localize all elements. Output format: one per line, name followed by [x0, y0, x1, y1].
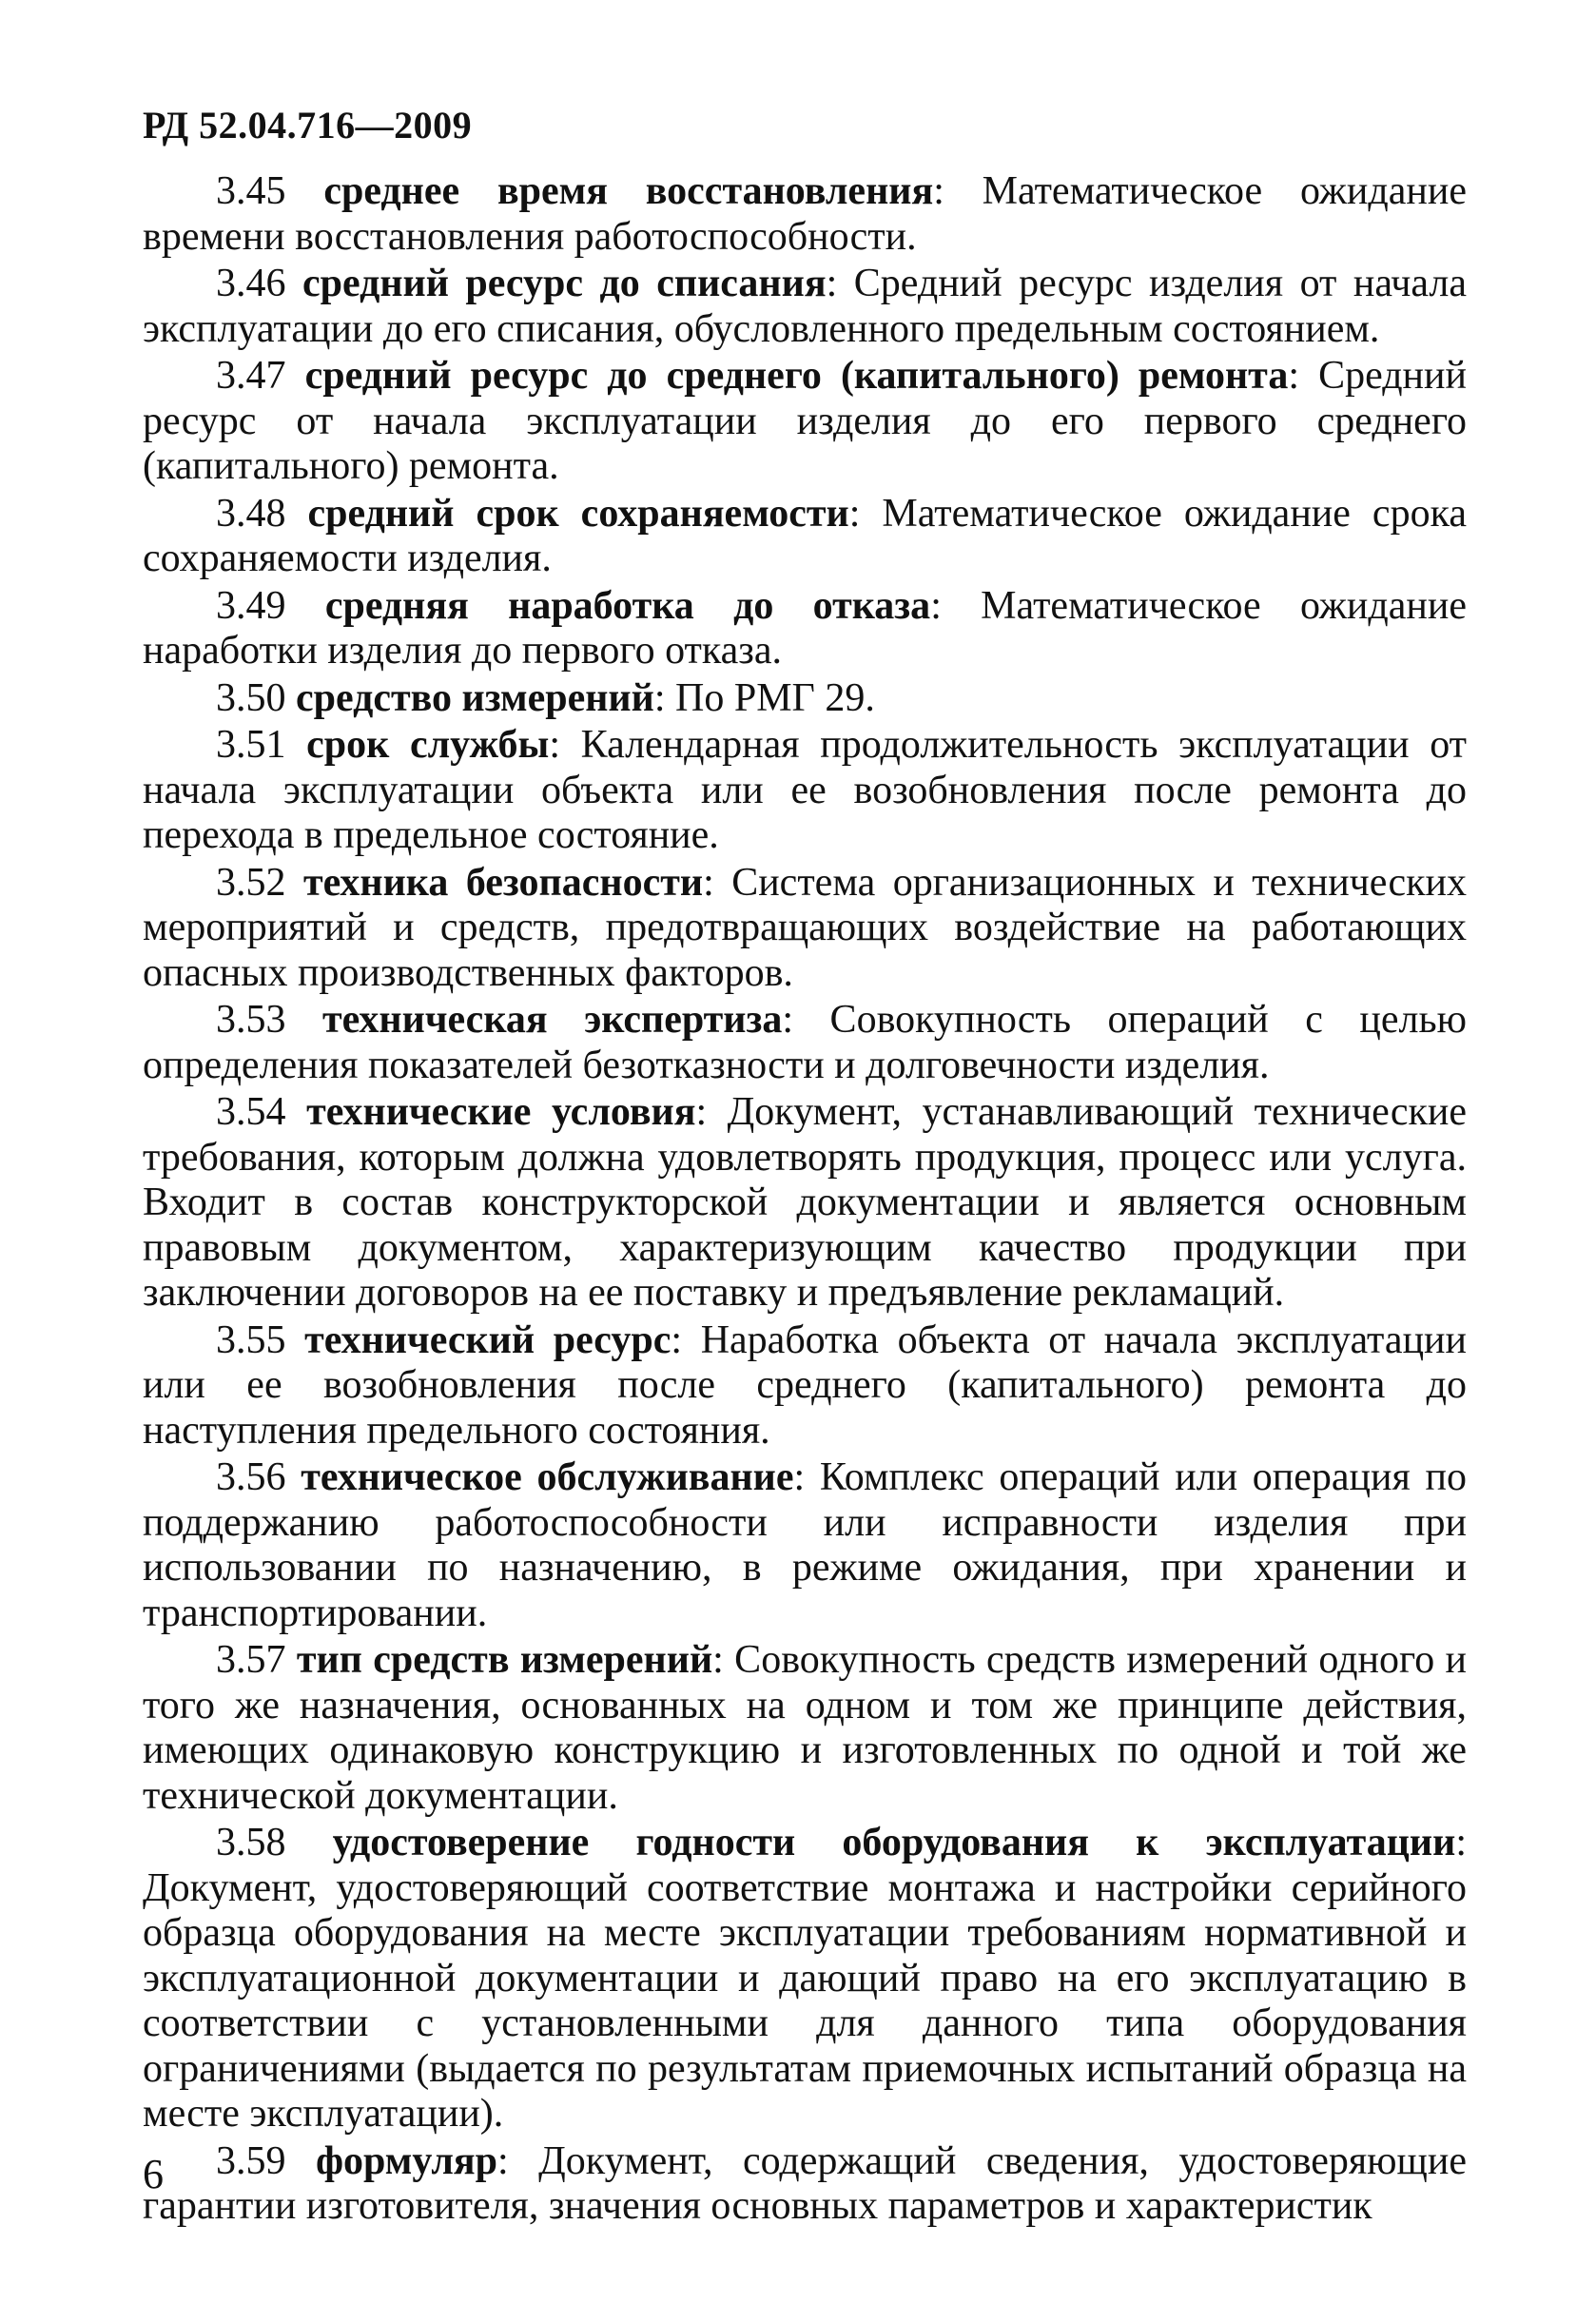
term-name: средство измерений [296, 675, 654, 720]
term-paragraph [143, 998, 1467, 1088]
term-name: техника безопасности [302, 860, 704, 905]
term-name: средняя наработка до отказа [324, 583, 931, 628]
term-definition: : Наработка объекта от начала эксплуатации или ее возобновления после среднего (капитального) ремонта до наступления предельного состояния. [143, 1317, 1467, 1453]
term-number: 3.47 [216, 354, 286, 398]
term-number: 3.46 [216, 262, 286, 305]
term-definition: : Средний ресурс от начала эксплуатации изделия до его первого среднего (капитального) ремонта. [143, 354, 1467, 488]
term-number: 3.45 [216, 169, 286, 213]
term-number: 3.48 [216, 491, 286, 536]
term-name: средний срок сохраняемости [307, 491, 849, 536]
term-paragraph [143, 1090, 1467, 1317]
term-paragraph [143, 169, 1467, 260]
term-paragraph [143, 676, 1467, 722]
terms-list [143, 169, 1467, 2232]
term-definition: : Математическое ожидание наработки изделия до первого отказа. [143, 583, 1468, 673]
term-definition: : Документ, содержащий сведения, удостоверяющие гарантии изготовителя, значения основных параметров и характеристик [143, 2138, 1468, 2228]
term-definition: : Документ, устанавливающий технические требования, которым должна удовлетворять продукция, процесс или услуга. Входит в состав конструкторской документации и является основным правовым документом, характеризующим качество продукции при заключении договоров на ее поставку и предъявление рекламаций. [143, 1090, 1467, 1315]
term-definition: : Документ, удостоверяющий соответствие монтажа и настройки серийного образца оборудования на месте эксплуатации требованиям нормативной и эксплуатационной документации и дающий право на его эксплуатацию в соответствии с установленными для данного типа оборудования ограничениями (выдается по результатам приемочных испытаний образца на месте эксплуатации). [143, 1821, 1467, 2136]
term-paragraph [143, 1638, 1467, 1819]
term-paragraph [143, 861, 1467, 997]
term-paragraph [143, 584, 1467, 674]
term-name: средний ресурс до среднего (капитального) ремонта [304, 354, 1289, 398]
document-code-header: РД 52.04.716—2009 [143, 104, 473, 146]
term-number: 3.53 [216, 998, 286, 1042]
term-paragraph [143, 1318, 1467, 1454]
term-paragraph [143, 262, 1467, 352]
term-number: 3.50 [216, 675, 286, 720]
term-definition: : Совокупность операций с целью определения показателей безотказности и долговечности изделия. [143, 998, 1467, 1087]
term-paragraph [143, 2139, 1467, 2230]
term-paragraph [143, 354, 1467, 490]
term-name: среднее время восстановления [323, 169, 934, 213]
term-number: 3.56 [216, 1455, 286, 1499]
term-name: технический ресурс [304, 1317, 671, 1362]
term-name: техническое обслуживание [301, 1455, 794, 1499]
term-name: средний ресурс до списания [302, 262, 827, 305]
term-number: 3.58 [216, 1821, 286, 1864]
term-definition: : По РМГ 29. [653, 675, 875, 720]
term-number: 3.51 [216, 723, 286, 767]
term-name: технические условия [306, 1090, 696, 1134]
term-paragraph [143, 1455, 1467, 1636]
term-definition: : Комплекс операций или операция по поддержанию работоспособности или исправности изделия при использовании по назначению, в режиме ожидания, при хранении и транспортировании. [143, 1455, 1467, 1635]
term-number: 3.57 [216, 1638, 286, 1682]
page-number: 6 [143, 2151, 164, 2197]
term-number: 3.49 [216, 583, 286, 628]
term-definition: : Математическое ожидание времени восстановления работоспособности. [143, 169, 1467, 259]
term-paragraph [143, 1821, 1467, 2137]
term-number: 3.54 [216, 1090, 286, 1134]
term-definition: : Средний ресурс изделия от начала эксплуатации до его списания, обусловленного предельным состоянием. [143, 262, 1468, 351]
term-name: формуляр [316, 2138, 497, 2183]
term-name: срок службы [306, 723, 550, 767]
term-paragraph [143, 723, 1467, 859]
term-number: 3.59 [216, 2138, 286, 2183]
term-name: удостоверение годности оборудования к эксплуатации [332, 1821, 1456, 1864]
term-paragraph [143, 492, 1467, 582]
term-definition: : Математическое ожидание срока сохраняемости изделия. [143, 491, 1467, 580]
term-number: 3.52 [216, 860, 286, 905]
term-number: 3.55 [216, 1317, 286, 1362]
term-definition: : Совокупность средств измерений одного и того же назначения, основанных на одном и том же принципе действия, имеющих одинаковую конструкцию и изготовленных по одной и той же технической документации. [143, 1638, 1468, 1818]
term-name: тип средств измерений [296, 1638, 713, 1682]
term-definition: : Календарная продолжительность эксплуатации от начала эксплуатации объекта или ее возобновления после ремонта до перехода в предельное состояние. [143, 723, 1468, 857]
term-definition: : Система организационных и технических мероприятий и средств, предотвращающих воздействие на работающих опасных производственных факторов. [143, 860, 1468, 995]
term-name: техническая экспертиза [322, 998, 783, 1042]
